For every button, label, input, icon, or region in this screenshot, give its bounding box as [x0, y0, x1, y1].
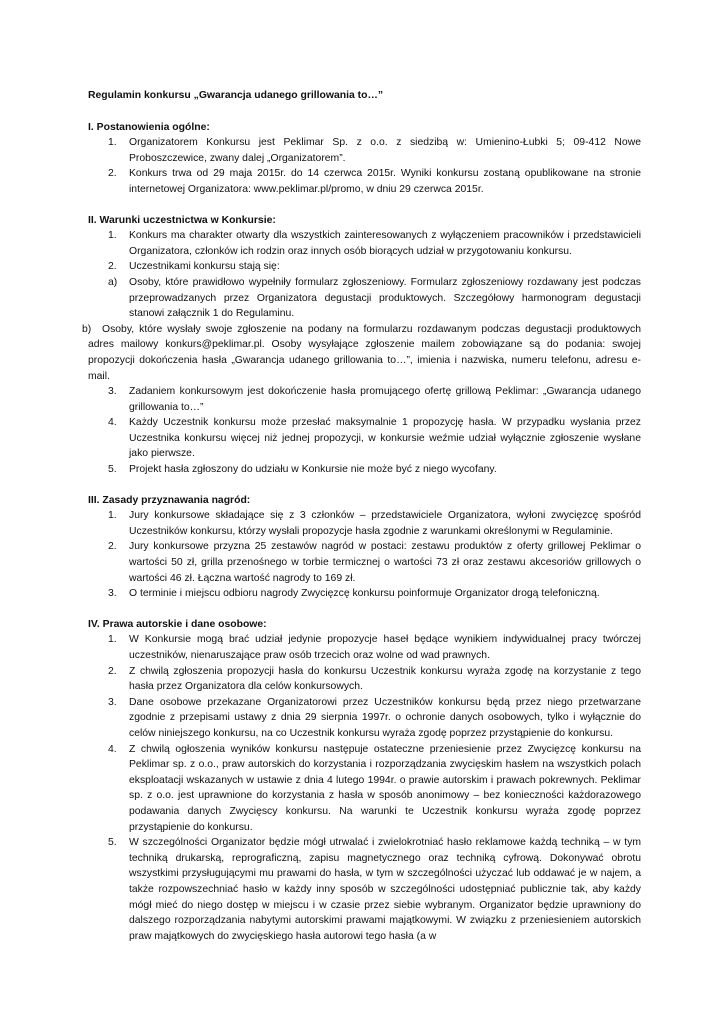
item-letter: b): [82, 323, 92, 335]
item-text: Osoby, które wysłały swoje zgłoszenie na podany na formularzu rozdawanym podczas degustacji produktowych adres mailowy konkurs@peklimar.pl. Osoby wysyłające zgłoszenie mailem zobowiązane są do podania: swojej propozycji dokończenia hasła „Gwarancja udanego grillowania to…”, imienia i nazwiska, numeru telefonu, adresu e-mail.: [88, 323, 641, 382]
list-item: [88, 539, 641, 586]
item-text: Jury konkursowe składające się z 3 członków – przedstawiciele Organizatora, wyłoni zwycięzcę spośród Uczestników konkursu, którzy wysłali propozycje hasła zgodnie z warunkami określonymi w Regulaminie.: [129, 510, 641, 537]
list-item: [88, 508, 641, 539]
item-number: 1.: [108, 137, 117, 149]
section-participation-conditions: [82, 213, 641, 478]
item-text: Projekt hasła zgłoszony do udziału w Konkursie nie może być z niego wycofany.: [129, 464, 497, 476]
section-heading: I. Postanowienia ogólne:: [88, 121, 210, 133]
section-heading: II. Warunki uczestnictwa w Konkursie:: [88, 214, 276, 226]
item-number: 2.: [108, 665, 117, 677]
item-number: 3.: [108, 696, 117, 708]
list-item: [82, 322, 641, 384]
item-text: Organizatorem Konkursu jest Peklimar Sp. z o.o. z siedzibą w: Umienino-Łubki 5; 09-412 Nowe Proboszczewice, zwany dalej „Organizatorem”.: [129, 137, 641, 164]
item-number: 5.: [108, 837, 117, 849]
item-number: 1.: [108, 634, 117, 646]
list-item: [88, 415, 641, 462]
section-copyright-and-personal-data: [88, 617, 641, 944]
regulation-document: [82, 88, 641, 959]
item-text: Konkurs ma charakter otwarty dla wszystkich zainteresowanych z wyłączeniem pracowników i przedstawicieli Organizatora, członków ich rodzin oraz innych osób biorących udział w przygotowaniu konkursu.: [129, 230, 641, 257]
list-item: [88, 835, 641, 944]
item-text: O terminie i miejscu odbioru nagrody Zwycięzcę konkursu poinformuje Organizator drogą telefoniczną.: [129, 588, 600, 600]
list-item: [88, 135, 641, 166]
item-number: 2.: [108, 168, 117, 180]
list-item: [88, 259, 641, 275]
section-general-provisions: [88, 120, 641, 198]
list-item: [88, 664, 641, 695]
item-number: 4.: [108, 417, 117, 429]
list-item: [88, 228, 641, 259]
item-text: Z chwilą ogłoszenia wyników konkursu następuje ostateczne przeniesienie przez Zwycięzcę konkursu na Peklimar sp. z o.o., praw autorskich do korzystania i rozporządzania zwycięskim hasłem na wszystkich polach eksploatacji wskazanych w ustawie z dnia 4 lutego 1994r. o prawie autorskim i prawach pokrewnych. Peklimar sp. z o.o. jest uprawnione do korzystania z hasła w sposób anonimowy – bez konieczności każdorazowego podawania danych Zwycięscy konkursu. Na warunki te Uczestnik konkursu wyraża zgodę poprzez przystąpienie do konkursu.: [129, 743, 641, 833]
item-text: Jury konkursowe przyzna 25 zestawów nagród w postaci: zestawu produktów z oferty grillowej Peklimar o wartości 50 zł, grilla przenośnego w torbie termicznej o wartości 73 zł oraz zestawu akcesoriów grillowych o wartości 46 zł. Łączna wartość nagrody to 169 zł.: [129, 541, 641, 584]
item-number: 1.: [108, 230, 117, 242]
item-number: 3.: [108, 588, 117, 600]
item-number: 2.: [108, 261, 117, 273]
item-text: Każdy Uczestnik konkursu może przesłać maksymalnie 1 propozycję hasła. W przypadku wysłania przez Uczestnika konkursu więcej niż jednej propozycji, w konkursie weźmie udział wyłącznie zgłoszenie wysłane jako pierwsze.: [129, 417, 641, 460]
list-item: [88, 586, 641, 602]
item-text: Zadaniem konkursowym jest dokończenie hasła promującego ofertę grillową Peklimar: „Gwarancja udanego grillowania to…”: [129, 386, 641, 413]
item-number: 3.: [108, 386, 117, 398]
list-item: [88, 275, 641, 322]
list-item: [88, 166, 641, 197]
list-item: [88, 632, 641, 663]
item-text: W szczególności Organizator będzie mógł utrwalać i zwielokrotniać hasło reklamowe każdą techniką – w tym techniką drukarską, reprograficzną, zapisu magnetycznego oraz techniką cyfrową. Dokonywać obrotu wszystkimi przysługującymi mu prawami do hasła, w tym w szczególności użyczać lub oddawać je w najem, a także rozpowszechniać hasło w każdy inny sposób w szczególności udostępniać publicznie tak, aby każdy mógł mieć do niego dostęp w miejscu i w czasie przez siebie wybranym. Organizator będzie uprawniony do dalszego rozporządzania nabytymi autorskimi prawami majątkowymi. W związku z przeniesieniem autorskich praw majątkowych do zwycięskiego hasła autorowi tego hasła (a w: [129, 837, 641, 942]
item-letter: a): [108, 276, 118, 288]
item-text: Dane osobowe przekazane Organizatorowi przez Uczestników konkursu będą przez niego przetwarzane zgodnie z przepisami ustawy z dnia 29 sierpnia 1997r. o ochronie danych osobowych, tylko i wyłącznie do celów niniejszego konkursu, na co Uczestnik konkursu wyraża zgodę poprzez przystąpienie do konkursu.: [129, 696, 641, 739]
section-heading: III. Zasady przyznawania nagród:: [88, 494, 251, 506]
section-heading: IV. Prawa autorskie i dane osobowe:: [88, 618, 267, 630]
item-text: Osoby, które prawidłowo wypełniły formularz zgłoszeniowy. Formularz zgłoszeniowy rozdawany jest podczas przeprowadzanych przez Organizatora degustacji produktowych. Szczegółowy harmonogram degustacji stanowi załącznik 1 do Regulaminu.: [129, 276, 641, 320]
document-title: Regulamin konkursu „Gwarancja udanego grillowania to…”: [88, 90, 384, 101]
item-number: 1.: [108, 510, 117, 522]
list-item: [88, 742, 641, 836]
item-text: Uczestnikami konkursu stają się:: [129, 261, 280, 273]
item-number: 2.: [108, 541, 117, 553]
list-item: [88, 384, 641, 415]
list-item: [88, 695, 641, 742]
item-number: 5.: [108, 464, 117, 476]
item-text: Z chwilą zgłoszenia propozycji hasła do konkursu Uczestnik konkursu wyraża zgodę na korzystanie z tego hasła przez Organizatora dla celów konkursowych.: [129, 665, 641, 693]
section-prize-rules: [88, 493, 641, 602]
item-text: W Konkursie mogą brać udział jedynie propozycje haseł będące wynikiem indywidualnej pracy twórczej uczestników, nienaruszające praw osób trzecich oraz wolne od wad prawnych.: [129, 634, 641, 661]
list-item: [88, 462, 641, 478]
item-number: 4.: [108, 743, 117, 755]
item-text: Konkurs trwa od 29 maja 2015r. do 14 czerwca 2015r. Wyniki konkursu zostaną opublikowane na stronie internetowej Organizatora: www.peklimar.pl/promo, w dniu 29 czerwca 2015r.: [129, 168, 641, 195]
